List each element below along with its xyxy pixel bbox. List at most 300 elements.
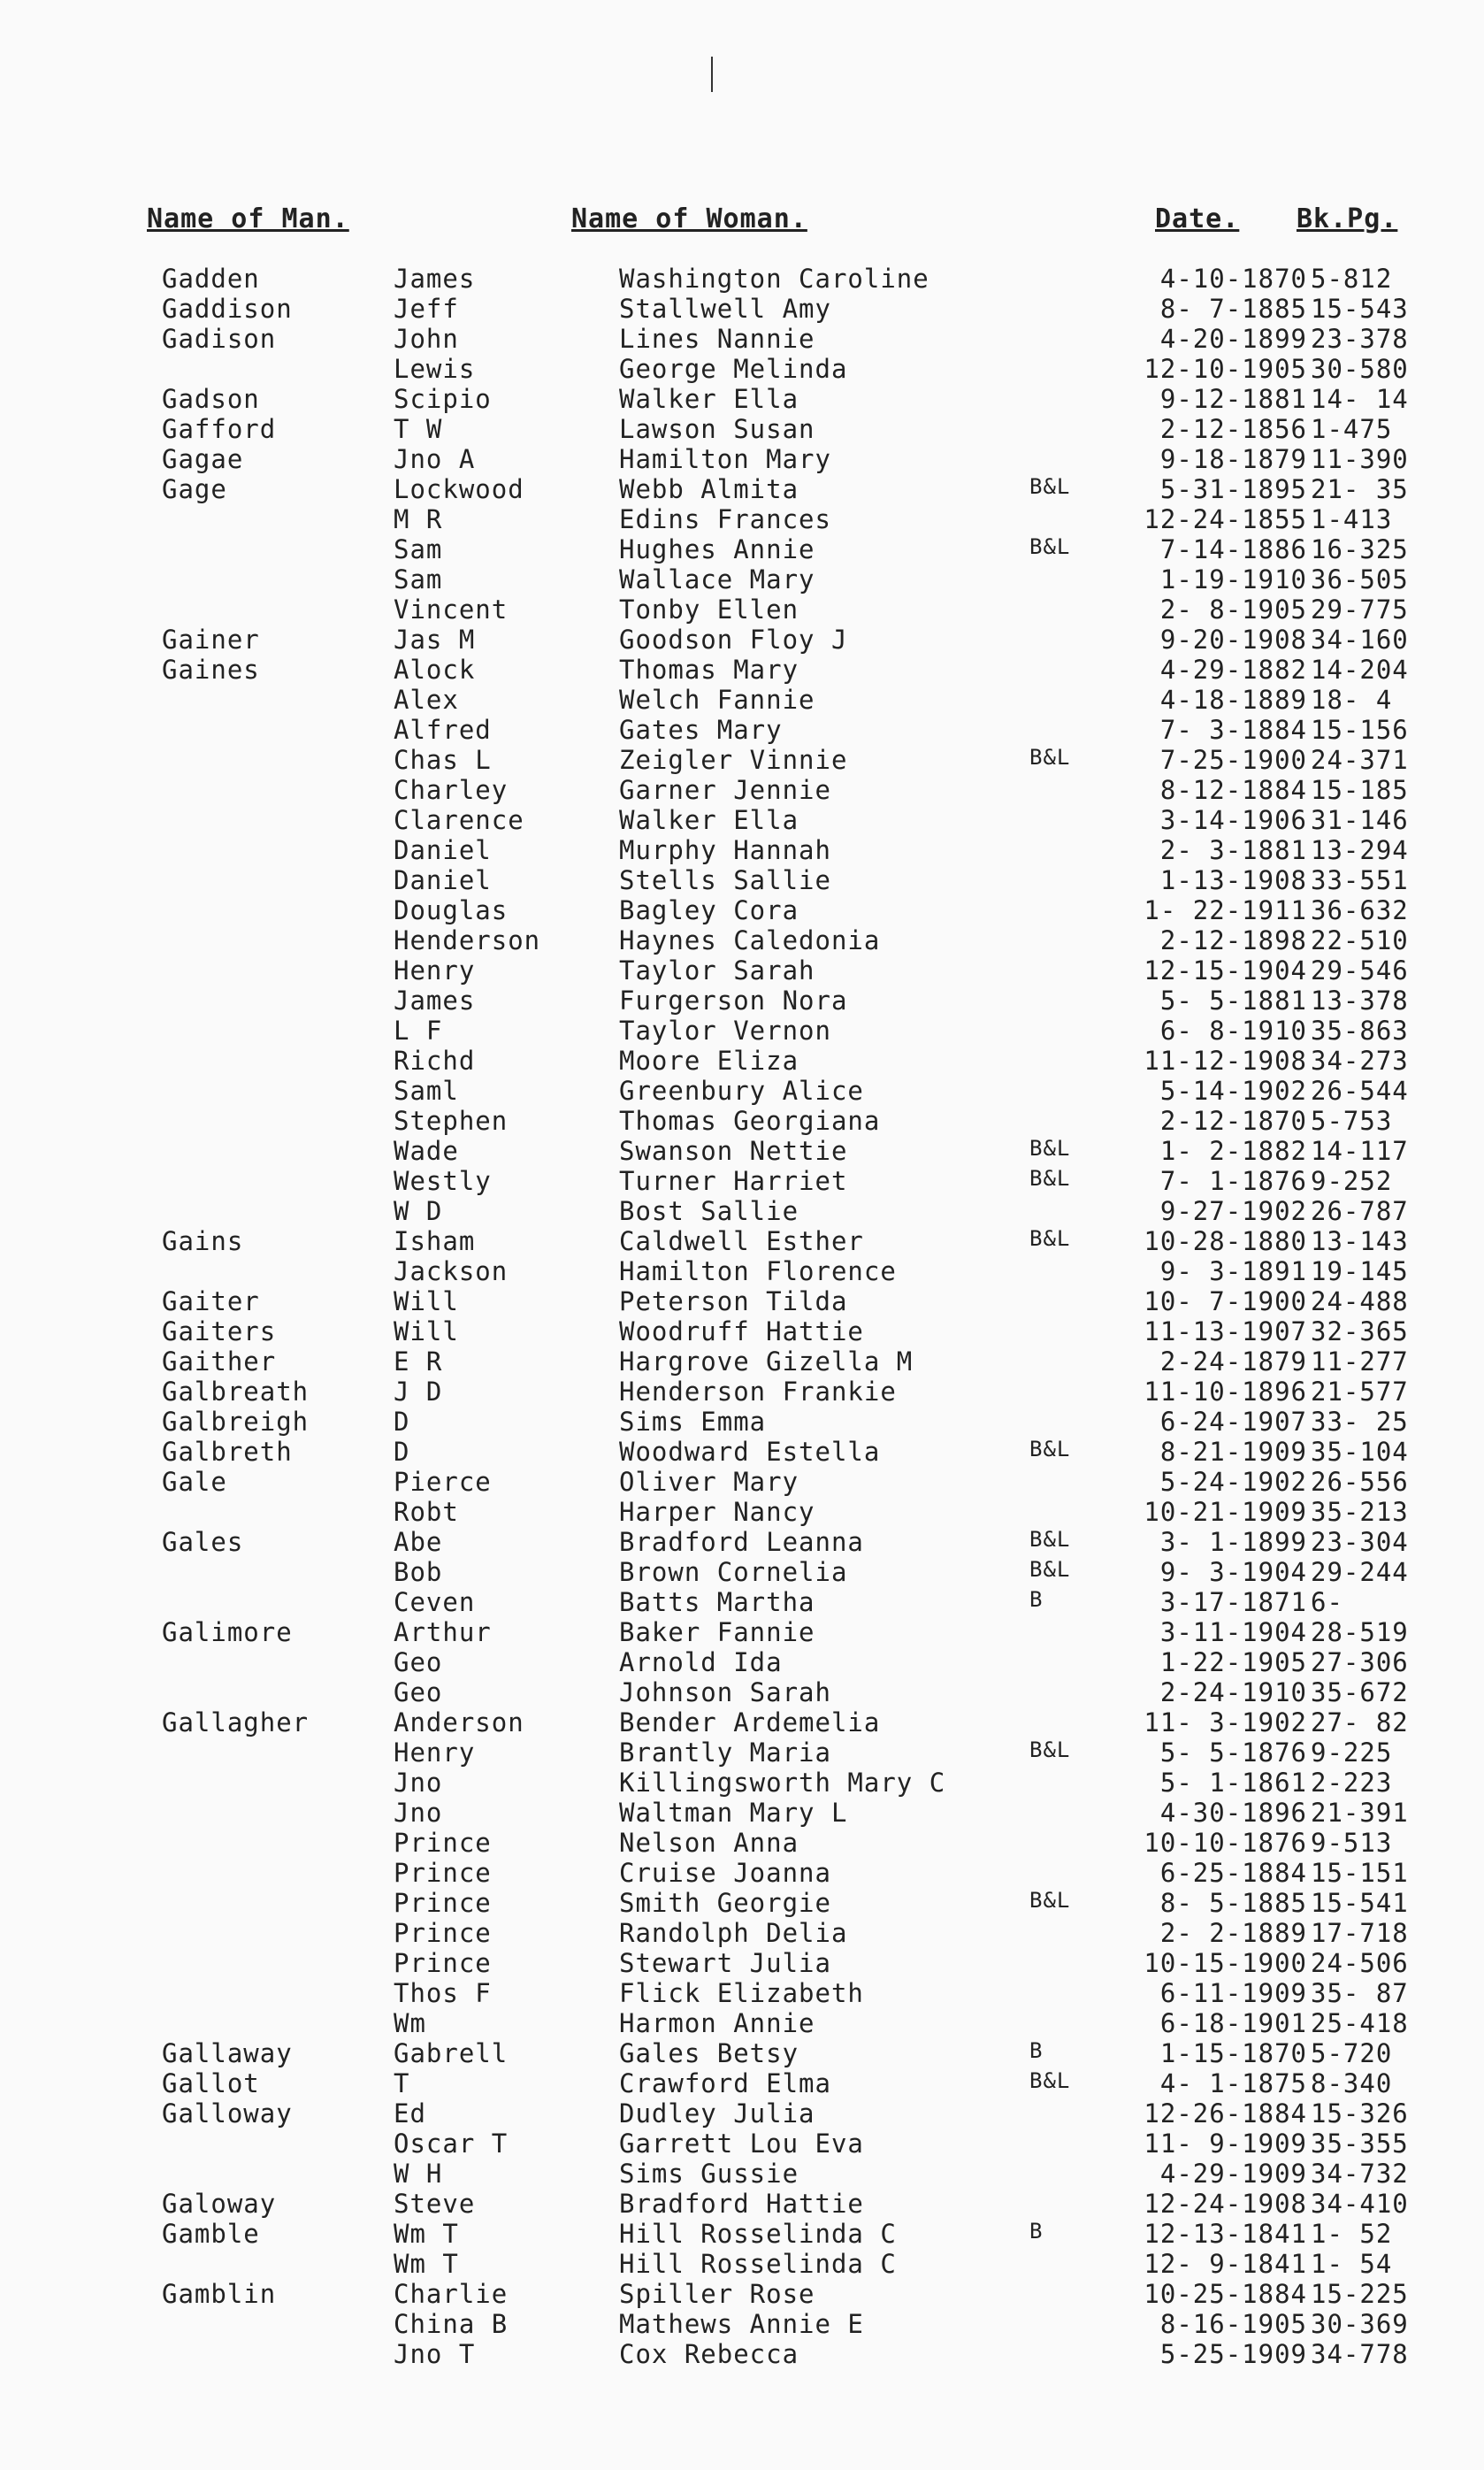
man-given-name: Jas M: [394, 625, 476, 655]
man-given-name: Ed: [394, 2098, 426, 2129]
book-page: 35-672: [1311, 1677, 1409, 1707]
man-given-name: Arthur: [394, 1617, 492, 1647]
man-given-name: Wade: [394, 1136, 459, 1166]
man-surname: Galbreigh: [162, 1407, 310, 1437]
marriage-date: 5- 5-1881: [1159, 986, 1307, 1016]
man-given-name: Westly: [394, 1166, 492, 1196]
marriage-date: 12-24-1908: [1144, 2189, 1307, 2219]
man-given-name: Wm T: [394, 2219, 459, 2249]
woman-name: Gales Betsy: [619, 2038, 799, 2068]
book-page: 24-371: [1311, 745, 1409, 775]
header-name-of-man: Name of Man.: [147, 203, 349, 234]
record-type: B&L: [1029, 1166, 1071, 1191]
book-page: 29-546: [1311, 955, 1409, 986]
book-page: 22-510: [1311, 925, 1409, 955]
record-row: [0, 1888, 1484, 1918]
woman-name: Stallwell Amy: [619, 294, 831, 324]
marriage-date: 5-14-1902: [1159, 1076, 1307, 1106]
marriage-date: 4- 1-1875: [1159, 2068, 1307, 2098]
man-given-name: Jno: [394, 1798, 443, 1828]
woman-name: Thomas Georgiana: [619, 1106, 881, 1136]
marriage-date: 3-17-1871: [1159, 1587, 1307, 1617]
book-page: 29-775: [1311, 594, 1409, 625]
record-row: [0, 895, 1484, 925]
man-surname: Gaines: [162, 655, 260, 685]
man-given-name: Geo: [394, 1677, 443, 1707]
woman-name: Garner Jennie: [619, 775, 831, 805]
woman-name: Brown Cornelia: [619, 1557, 848, 1587]
marriage-date: 10-15-1900: [1144, 1948, 1307, 1978]
marriage-date: 8-16-1905: [1159, 2309, 1307, 2339]
woman-name: Nelson Anna: [619, 1828, 799, 1858]
woman-name: Bost Sallie: [619, 1196, 799, 1226]
book-page: 21-391: [1311, 1798, 1409, 1828]
book-page: 1-413: [1311, 504, 1393, 534]
record-type: B&L: [1029, 1737, 1071, 1762]
woman-name: Taylor Vernon: [619, 1016, 831, 1046]
record-row: [0, 1737, 1484, 1768]
book-page: 35-863: [1311, 1016, 1409, 1046]
woman-name: Bradford Leanna: [619, 1527, 864, 1557]
man-given-name: Vincent: [394, 594, 509, 625]
record-row: [0, 1286, 1484, 1316]
book-page: 5-720: [1311, 2038, 1393, 2068]
man-surname: Gaither: [162, 1346, 277, 1377]
record-row: [0, 1858, 1484, 1888]
woman-name: Welch Fannie: [619, 685, 815, 715]
book-page: 14-204: [1311, 655, 1409, 685]
book-page: 9-252: [1311, 1166, 1393, 1196]
record-row: [0, 1076, 1484, 1106]
woman-name: Hill Rosselinda C: [619, 2249, 897, 2279]
marriage-date: 4-20-1899: [1159, 324, 1307, 354]
woman-name: Garrett Lou Eva: [619, 2129, 864, 2159]
marriage-date: 8-12-1884: [1159, 775, 1307, 805]
record-row: [0, 1978, 1484, 2008]
marriage-date: 5- 1-1861: [1159, 1768, 1307, 1798]
man-given-name: Sam: [394, 534, 443, 564]
book-page: 5-812: [1311, 264, 1393, 294]
marriage-date: 11-12-1908: [1144, 1046, 1307, 1076]
book-page: 1-475: [1311, 414, 1393, 444]
book-page: 6-: [1311, 1587, 1343, 1617]
marriage-date: 6-24-1907: [1159, 1407, 1307, 1437]
man-given-name: Charlie: [394, 2279, 509, 2309]
record-row: [0, 655, 1484, 685]
woman-name: Flick Elizabeth: [619, 1978, 864, 2008]
man-surname: Galoway: [162, 2189, 277, 2219]
man-given-name: Saml: [394, 1076, 459, 1106]
woman-name: Webb Almita: [619, 474, 799, 504]
marriage-date: 11- 3-1902: [1144, 1707, 1307, 1737]
woman-name: Hamilton Mary: [619, 444, 831, 474]
marriage-date: 9- 3-1891: [1159, 1256, 1307, 1286]
marriage-date: 10-25-1884: [1144, 2279, 1307, 2309]
woman-name: Hamilton Florence: [619, 1256, 897, 1286]
record-row: [0, 1768, 1484, 1798]
book-page: 23-378: [1311, 324, 1409, 354]
woman-name: Harper Nancy: [619, 1497, 815, 1527]
book-page: 35-355: [1311, 2129, 1409, 2159]
marriage-date: 12- 9-1841: [1144, 2249, 1307, 2279]
marriage-date: 2-12-1856: [1159, 414, 1307, 444]
record-row: [0, 1196, 1484, 1226]
man-given-name: Lockwood: [394, 474, 524, 504]
man-given-name: Wm: [394, 2008, 426, 2038]
book-page: 2-223: [1311, 1768, 1393, 1798]
man-surname: Gafford: [162, 414, 277, 444]
book-page: 26-556: [1311, 1467, 1409, 1497]
record-row: [0, 2189, 1484, 2219]
man-surname: Gallot: [162, 2068, 260, 2098]
man-given-name: Gabrell: [394, 2038, 509, 2068]
record-row: [0, 1106, 1484, 1136]
marriage-date: 10-28-1880: [1144, 1226, 1307, 1256]
marriage-date: 12-24-1855: [1144, 504, 1307, 534]
book-page: 36-632: [1311, 895, 1409, 925]
header-date: Date.: [1155, 203, 1240, 234]
marriage-date: 9-27-1902: [1159, 1196, 1307, 1226]
marriage-date: 3-11-1904: [1159, 1617, 1307, 1647]
record-type: B&L: [1029, 1557, 1071, 1582]
book-page: 15-326: [1311, 2098, 1409, 2129]
book-page: 11-390: [1311, 444, 1409, 474]
marriage-date: 9- 3-1904: [1159, 1557, 1307, 1587]
record-row: [0, 2008, 1484, 2038]
man-given-name: Henry: [394, 955, 476, 986]
record-row: [0, 955, 1484, 986]
record-type: B&L: [1029, 1527, 1071, 1552]
record-type: B&L: [1029, 474, 1071, 499]
record-row: [0, 925, 1484, 955]
man-given-name: Chas L: [394, 745, 492, 775]
marriage-date: 11-13-1907: [1144, 1316, 1307, 1346]
woman-name: Moore Eliza: [619, 1046, 799, 1076]
marriage-date: 1-19-1910: [1159, 564, 1307, 594]
woman-name: Washington Caroline: [619, 264, 929, 294]
marriage-date: 9-18-1879: [1159, 444, 1307, 474]
book-page: 30-580: [1311, 354, 1409, 384]
record-type: B&L: [1029, 534, 1071, 559]
record-row: [0, 1016, 1484, 1046]
woman-name: Oliver Mary: [619, 1467, 799, 1497]
book-page: 36-505: [1311, 564, 1409, 594]
man-given-name: W H: [394, 2159, 443, 2189]
woman-name: Lines Nannie: [619, 324, 815, 354]
woman-name: Caldwell Esther: [619, 1226, 864, 1256]
man-given-name: M R: [394, 504, 443, 534]
woman-name: Woodward Estella: [619, 1437, 881, 1467]
man-given-name: Robt: [394, 1497, 459, 1527]
man-surname: Gadison: [162, 324, 277, 354]
man-given-name: T: [394, 2068, 410, 2098]
man-surname: Gage: [162, 474, 227, 504]
woman-name: Sims Emma: [619, 1407, 767, 1437]
book-page: 15-541: [1311, 1888, 1409, 1918]
marriage-date: 2-12-1870: [1159, 1106, 1307, 1136]
marriage-date: 10-10-1876: [1144, 1828, 1307, 1858]
marriage-date: 8- 7-1885: [1159, 294, 1307, 324]
record-row: [0, 504, 1484, 534]
woman-name: Bradford Hattie: [619, 2189, 864, 2219]
record-row: [0, 1677, 1484, 1707]
record-row: [0, 1557, 1484, 1587]
man-surname: Gales: [162, 1527, 244, 1557]
record-row: [0, 625, 1484, 655]
man-given-name: Oscar T: [394, 2129, 509, 2159]
book-page: 34-273: [1311, 1046, 1409, 1076]
woman-name: Stells Sallie: [619, 865, 831, 895]
record-row: [0, 2309, 1484, 2339]
marriage-date: 2- 2-1889: [1159, 1918, 1307, 1948]
book-page: 34-410: [1311, 2189, 1409, 2219]
record-row: [0, 2279, 1484, 2309]
marriage-date: 8- 5-1885: [1159, 1888, 1307, 1918]
record-row: [0, 1256, 1484, 1286]
man-given-name: Prince: [394, 1888, 492, 1918]
man-given-name: Prince: [394, 1858, 492, 1888]
book-page: 15-185: [1311, 775, 1409, 805]
marriage-date: 5- 5-1876: [1159, 1737, 1307, 1768]
record-row: [0, 745, 1484, 775]
record-row: [0, 414, 1484, 444]
marriage-date: 7-25-1900: [1159, 745, 1307, 775]
book-page: 34-160: [1311, 625, 1409, 655]
man-given-name: China B: [394, 2309, 509, 2339]
marriage-date: 6-25-1884: [1159, 1858, 1307, 1888]
marriage-date: 3-14-1906: [1159, 805, 1307, 835]
man-surname: Gale: [162, 1467, 227, 1497]
record-row: [0, 2249, 1484, 2279]
book-page: 32-365: [1311, 1316, 1409, 1346]
marriage-date: 2- 8-1905: [1159, 594, 1307, 625]
marriage-date: 2- 3-1881: [1159, 835, 1307, 865]
woman-name: Turner Harriet: [619, 1166, 848, 1196]
woman-name: Hughes Annie: [619, 534, 815, 564]
man-given-name: Clarence: [394, 805, 524, 835]
woman-name: Stewart Julia: [619, 1948, 831, 1978]
man-given-name: Will: [394, 1316, 459, 1346]
book-page: 23-304: [1311, 1527, 1409, 1557]
book-page: 31-146: [1311, 805, 1409, 835]
marriage-date: 7- 3-1884: [1159, 715, 1307, 745]
woman-name: Swanson Nettie: [619, 1136, 848, 1166]
record-row: [0, 2129, 1484, 2159]
marriage-date: 9-12-1881: [1159, 384, 1307, 414]
record-row: [0, 2038, 1484, 2068]
record-type: B&L: [1029, 1437, 1071, 1461]
man-given-name: Anderson: [394, 1707, 524, 1737]
record-row: [0, 1497, 1484, 1527]
record-row: [0, 2219, 1484, 2249]
book-page: 24-488: [1311, 1286, 1409, 1316]
marriage-record-list: [0, 264, 1484, 2369]
man-given-name: Douglas: [394, 895, 509, 925]
man-given-name: L F: [394, 1016, 443, 1046]
man-given-name: Lewis: [394, 354, 476, 384]
record-type: B&L: [1029, 745, 1071, 770]
woman-name: Waltman Mary L: [619, 1798, 848, 1828]
marriage-date: 11-10-1896: [1144, 1377, 1307, 1407]
man-given-name: D: [394, 1407, 410, 1437]
marriage-date: 4-29-1909: [1159, 2159, 1307, 2189]
woman-name: Randolph Delia: [619, 1918, 848, 1948]
record-type: B&L: [1029, 1136, 1071, 1161]
woman-name: Brantly Maria: [619, 1737, 831, 1768]
record-type: B: [1029, 2038, 1044, 2063]
man-given-name: Wm T: [394, 2249, 459, 2279]
man-given-name: E R: [394, 1346, 443, 1377]
man-given-name: Scipio: [394, 384, 492, 414]
marriage-date: 5-24-1902: [1159, 1467, 1307, 1497]
book-page: 13-143: [1311, 1226, 1409, 1256]
man-surname: Gaiter: [162, 1286, 260, 1316]
woman-name: Mathews Annie E: [619, 2309, 864, 2339]
book-page: 18- 4: [1311, 685, 1393, 715]
book-page: 34-778: [1311, 2339, 1409, 2369]
book-page: 14-117: [1311, 1136, 1409, 1166]
book-page: 26-787: [1311, 1196, 1409, 1226]
marriage-date: 3- 1-1899: [1159, 1527, 1307, 1557]
woman-name: Arnold Ida: [619, 1647, 783, 1677]
man-given-name: James: [394, 986, 476, 1016]
record-row: [0, 1828, 1484, 1858]
woman-name: Walker Ella: [619, 805, 799, 835]
man-given-name: Richd: [394, 1046, 476, 1076]
book-page: 24-506: [1311, 1948, 1409, 1978]
woman-name: Hill Rosselinda C: [619, 2219, 897, 2249]
woman-name: Peterson Tilda: [619, 1286, 848, 1316]
woman-name: Hargrove Gizella M: [619, 1346, 914, 1377]
woman-name: Furgerson Nora: [619, 986, 848, 1016]
record-row: [0, 384, 1484, 414]
woman-name: Dudley Julia: [619, 2098, 815, 2129]
marriage-date: 4-29-1882: [1159, 655, 1307, 685]
marriage-date: 1- 2-1882: [1159, 1136, 1307, 1166]
book-page: 8-340: [1311, 2068, 1393, 2098]
man-given-name: Charley: [394, 775, 509, 805]
record-type: B: [1029, 1587, 1044, 1612]
man-given-name: Abe: [394, 1527, 443, 1557]
woman-name: Harmon Annie: [619, 2008, 815, 2038]
man-surname: Gamblin: [162, 2279, 277, 2309]
marriage-date: 6-18-1901: [1159, 2008, 1307, 2038]
record-row: [0, 564, 1484, 594]
marriage-date: 10- 7-1900: [1144, 1286, 1307, 1316]
man-given-name: Stephen: [394, 1106, 509, 1136]
marriage-date: 12-10-1905: [1144, 354, 1307, 384]
book-page: 15-543: [1311, 294, 1409, 324]
woman-name: Thomas Mary: [619, 655, 799, 685]
man-given-name: Steve: [394, 2189, 476, 2219]
man-surname: Gagae: [162, 444, 244, 474]
marriage-date: 4-18-1889: [1159, 685, 1307, 715]
man-given-name: Isham: [394, 1226, 476, 1256]
record-row: [0, 1226, 1484, 1256]
man-given-name: T W: [394, 414, 443, 444]
record-row: [0, 2159, 1484, 2189]
record-row: [0, 2339, 1484, 2369]
book-page: 28-519: [1311, 1617, 1409, 1647]
record-row: [0, 1136, 1484, 1166]
marriage-date: 11- 9-1909: [1144, 2129, 1307, 2159]
record-type: B&L: [1029, 2068, 1071, 2093]
marriage-date: 5-31-1895: [1159, 474, 1307, 504]
man-given-name: Prince: [394, 1948, 492, 1978]
book-page: 25-418: [1311, 2008, 1409, 2038]
record-row: [0, 1918, 1484, 1948]
man-surname: Gallagher: [162, 1707, 310, 1737]
header-name-of-woman: Name of Woman.: [571, 203, 807, 234]
record-row: [0, 1346, 1484, 1377]
man-given-name: Daniel: [394, 835, 492, 865]
record-row: [0, 1046, 1484, 1076]
marriage-date: 4-10-1870: [1159, 264, 1307, 294]
woman-name: Wallace Mary: [619, 564, 815, 594]
man-given-name: Thos F: [394, 1978, 492, 2008]
woman-name: Zeigler Vinnie: [619, 745, 848, 775]
man-given-name: Daniel: [394, 865, 492, 895]
man-surname: Galbreth: [162, 1437, 293, 1467]
marriage-date: 1- 22-1911: [1144, 895, 1307, 925]
man-given-name: Ceven: [394, 1587, 476, 1617]
woman-name: Haynes Caledonia: [619, 925, 881, 955]
book-page: 30-369: [1311, 2309, 1409, 2339]
woman-name: Gates Mary: [619, 715, 783, 745]
record-type: B&L: [1029, 1226, 1071, 1251]
man-surname: Gaddison: [162, 294, 293, 324]
record-row: [0, 715, 1484, 745]
record-row: [0, 354, 1484, 384]
man-given-name: Jno A: [394, 444, 476, 474]
record-row: [0, 1617, 1484, 1647]
book-page: 35-104: [1311, 1437, 1409, 1467]
marriage-date: 2-24-1879: [1159, 1346, 1307, 1377]
man-surname: Galloway: [162, 2098, 293, 2129]
woman-name: Killingsworth Mary C: [619, 1768, 946, 1798]
woman-name: Baker Fannie: [619, 1617, 815, 1647]
man-given-name: J D: [394, 1377, 443, 1407]
man-given-name: James: [394, 264, 476, 294]
book-page: 29-244: [1311, 1557, 1409, 1587]
man-given-name: Bob: [394, 1557, 443, 1587]
record-type: B: [1029, 2219, 1044, 2244]
record-row: [0, 1316, 1484, 1346]
man-given-name: Alfred: [394, 715, 492, 745]
book-page: 21-577: [1311, 1377, 1409, 1407]
record-row: [0, 1707, 1484, 1737]
woman-name: Spiller Rose: [619, 2279, 815, 2309]
book-page: 13-294: [1311, 835, 1409, 865]
book-page: 16-325: [1311, 534, 1409, 564]
record-row: [0, 1407, 1484, 1437]
woman-name: Bender Ardemelia: [619, 1707, 881, 1737]
man-surname: Galimore: [162, 1617, 293, 1647]
man-surname: Gaiters: [162, 1316, 277, 1346]
marriage-date: 1-22-1905: [1159, 1647, 1307, 1677]
book-page: 33-551: [1311, 865, 1409, 895]
record-row: [0, 2098, 1484, 2129]
marriage-date: 1-13-1908: [1159, 865, 1307, 895]
record-row: [0, 1377, 1484, 1407]
man-given-name: Geo: [394, 1647, 443, 1677]
marriage-date: 12-13-1841: [1144, 2219, 1307, 2249]
record-row: [0, 324, 1484, 354]
book-page: 35-213: [1311, 1497, 1409, 1527]
man-surname: Gains: [162, 1226, 244, 1256]
book-page: 19-145: [1311, 1256, 1409, 1286]
book-page: 34-732: [1311, 2159, 1409, 2189]
